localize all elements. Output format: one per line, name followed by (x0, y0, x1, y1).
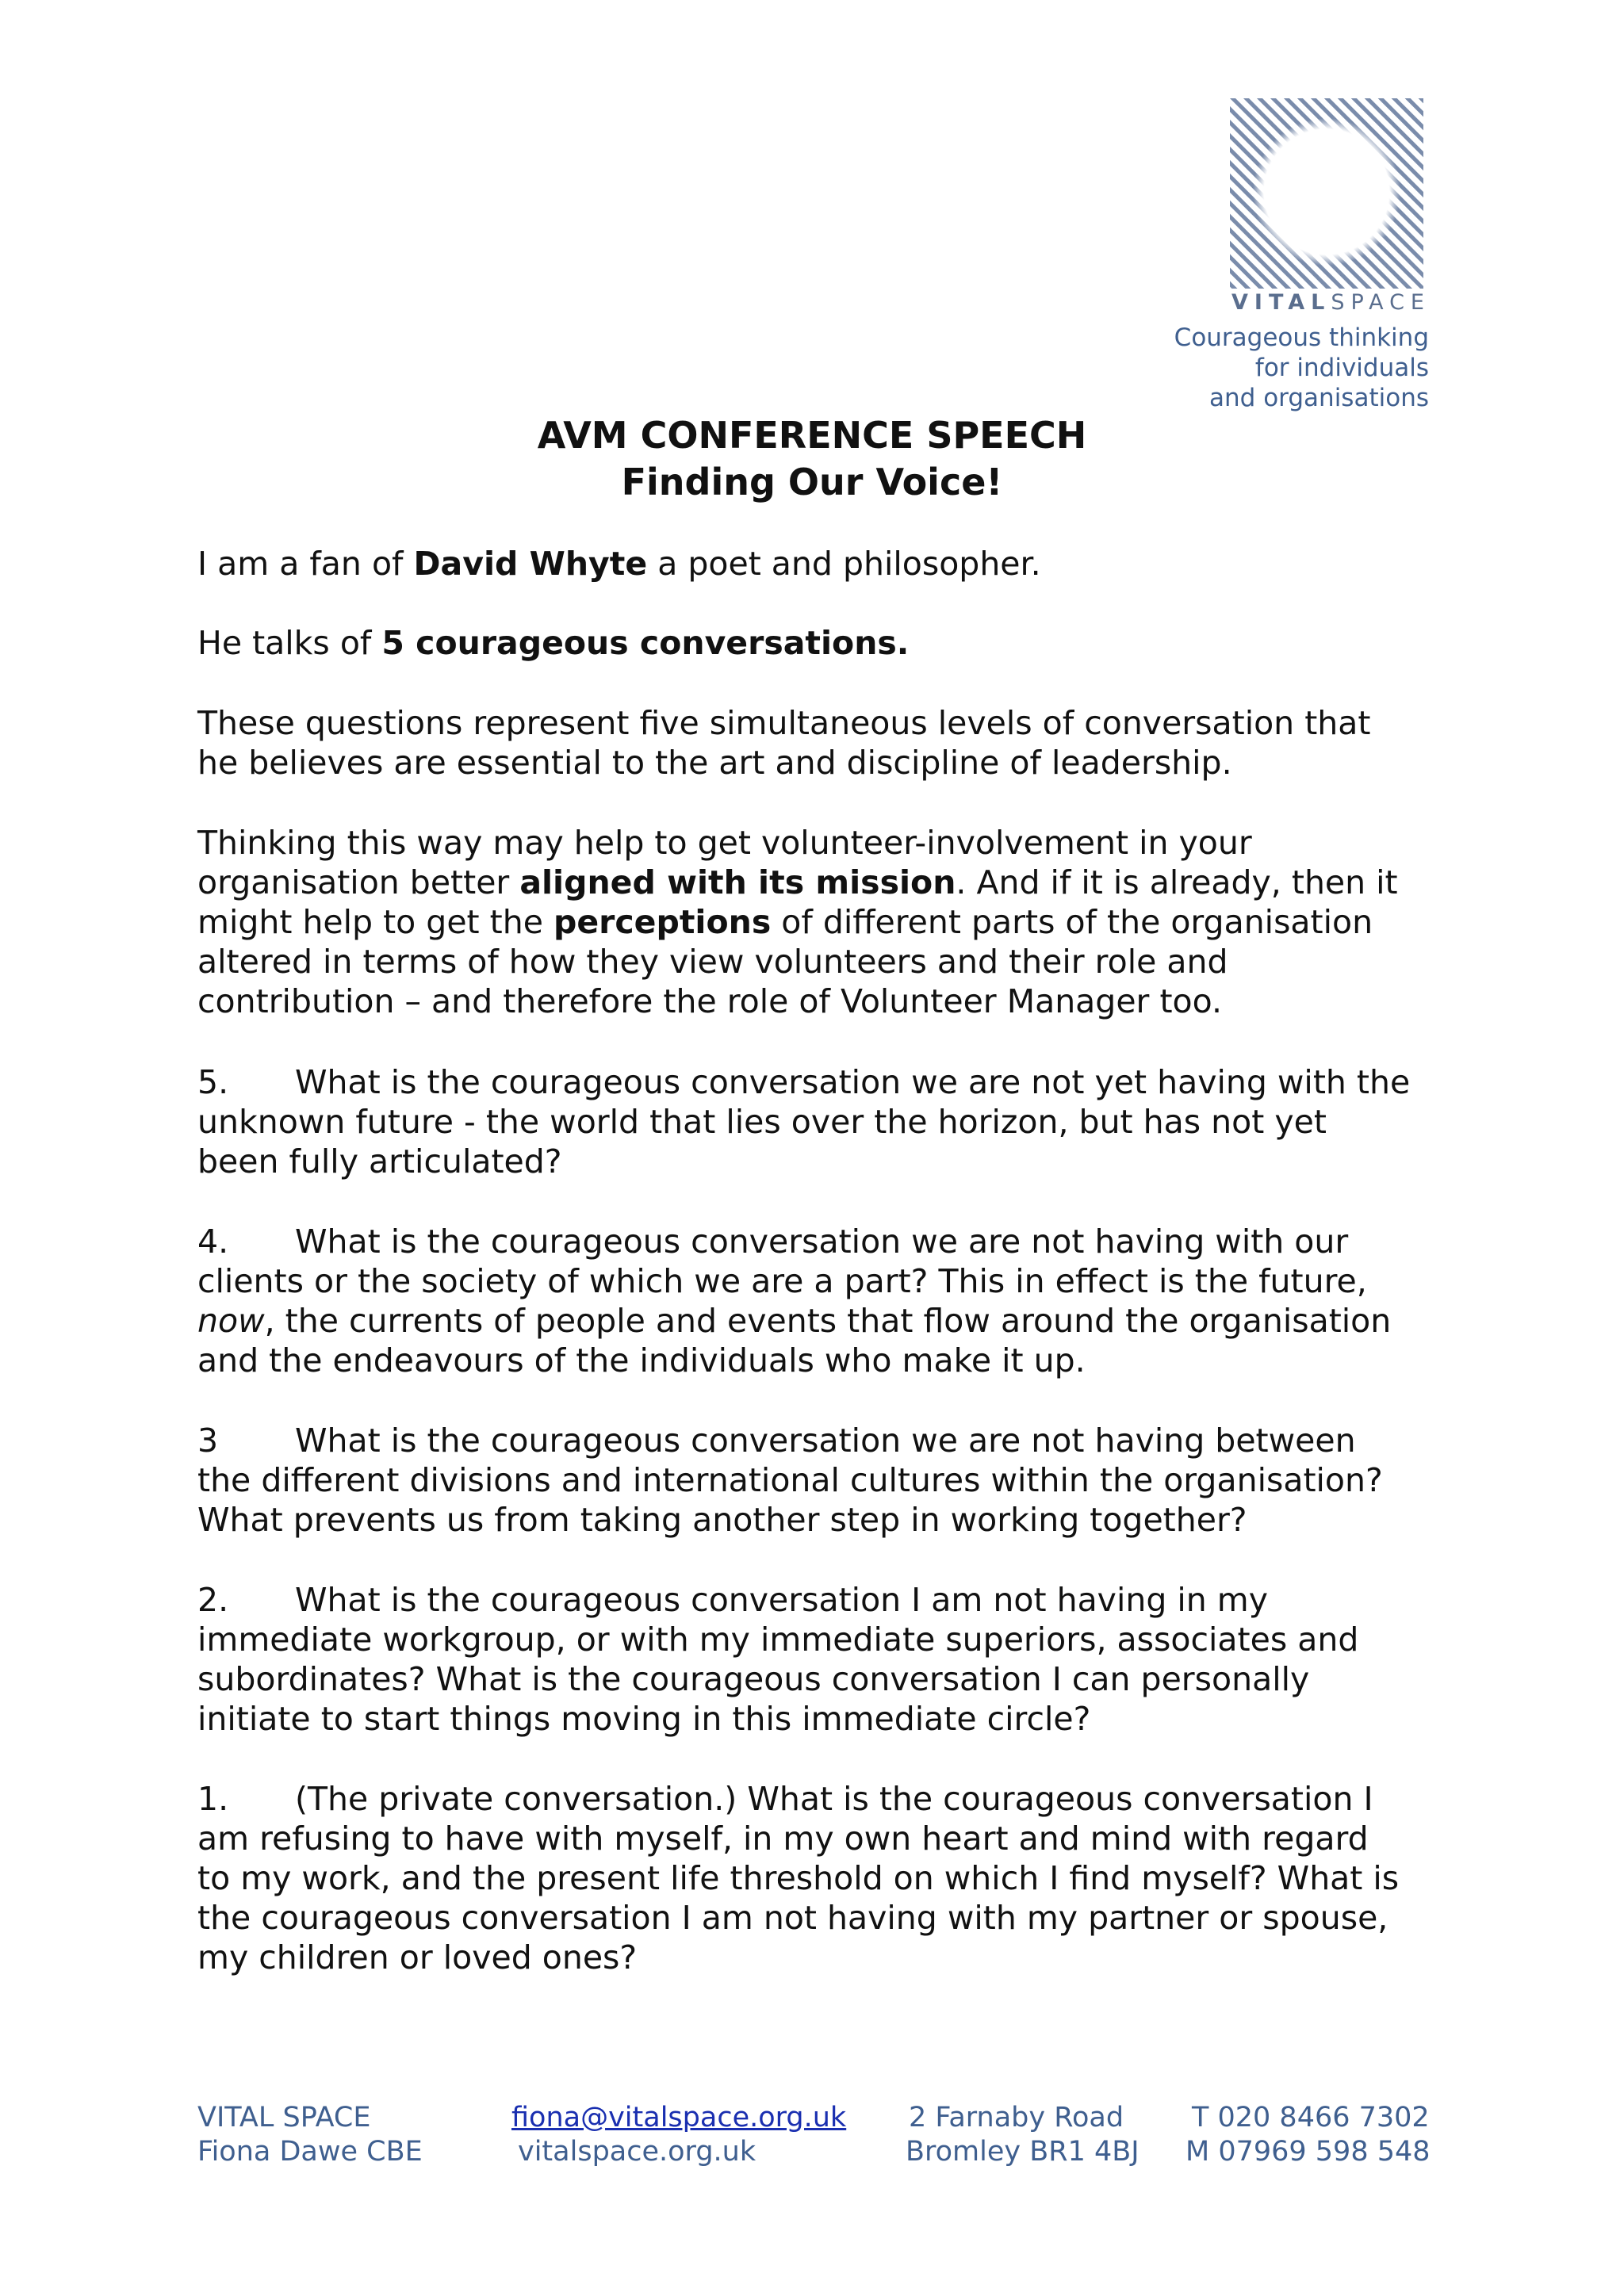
intro-paragraph-1 (197, 544, 1434, 584)
question-3 (197, 1421, 1434, 1540)
mobile-number: M 07969 598 548 (1185, 2136, 1431, 2168)
italic-text: now (197, 1302, 265, 1340)
text-line: clients or the society of which we are a part? This in effect is the future, (197, 1262, 1367, 1300)
logo-word-light: SPACE (1331, 290, 1431, 315)
question-number: 3 (197, 1422, 219, 1460)
text-run: organisation better (197, 863, 520, 901)
intro-paragraph-2 (197, 623, 1434, 663)
question-number: 1. (197, 1780, 229, 1818)
text-line: contribution – and therefore the role of Volunteer Manager too. (197, 982, 1223, 1020)
text-line: the courageous conversation I am not having with my partner or spouse, (197, 1899, 1388, 1937)
footer-address-column (906, 2101, 1139, 2169)
text-run: I am a fan of (197, 545, 414, 583)
question-1 (197, 1779, 1434, 1977)
author-name: David Whyte (413, 545, 648, 583)
document-title: AVM CONFERENCE SPEECH (537, 414, 1087, 457)
text-line: unknown future - the world that lies over the horizon, but has not yet (197, 1103, 1327, 1141)
emphasis-text: 5 courageous conversations. (381, 624, 910, 662)
text-line: he believes are essential to the art and discipline of leadership. (197, 744, 1232, 782)
address-line-2: Bromley BR1 4BJ (906, 2136, 1139, 2168)
text-run: . And if it is already, then it (956, 863, 1398, 901)
text-run: (The private conversation.) What is the courageous conversation I (295, 1780, 1373, 1818)
vital-space-logo-icon (1230, 98, 1423, 289)
footer-org-column (197, 2101, 423, 2169)
text-run: What is the courageous conversation we are not having between (295, 1422, 1356, 1460)
logo-word-bold: VITAL (1231, 290, 1331, 315)
tagline-line: for individuals (1254, 354, 1429, 382)
tagline-line: and organisations (1209, 384, 1429, 412)
emphasis-text: perceptions (553, 903, 772, 941)
address-line-1: 2 Farnaby Road (909, 2102, 1124, 2133)
question-4 (197, 1222, 1434, 1380)
question-number: 2. (197, 1581, 229, 1619)
text-line: Thinking this way may help to get volunteer-involvement in your (197, 824, 1252, 862)
text-line: subordinates? What is the courageous conversation I can personally (197, 1660, 1310, 1698)
logo-tagline (1174, 323, 1429, 413)
footer-person: Fiona Dawe CBE (197, 2136, 423, 2168)
text-run: of different parts of the organisation (771, 903, 1373, 941)
text-line: initiate to start things moving in this immediate circle? (197, 1700, 1091, 1738)
logo-wordmark (1231, 290, 1431, 315)
footer-org: VITAL SPACE (197, 2102, 371, 2133)
question-5 (197, 1062, 1434, 1181)
text-line: to my work, and the present life threshold on which I find myself? What is (197, 1859, 1400, 1897)
text-line: my children or loved ones? (197, 1938, 638, 1976)
text-run: What is the courageous conversation we are not having with our (295, 1223, 1349, 1261)
text-line: These questions represent five simultaneous levels of conversation that (197, 704, 1371, 742)
text-line: been fully articulated? (197, 1142, 562, 1181)
footer-contact-column (511, 2101, 846, 2169)
text-run: What is the courageous conversation I am not having in my (295, 1581, 1268, 1619)
question-number: 4. (197, 1223, 229, 1261)
text-line: the different divisions and international cultures within the organisation? (197, 1461, 1383, 1499)
tagline-line: Courageous thinking (1174, 323, 1429, 352)
intro-paragraph-4 (197, 823, 1434, 1021)
text-line: What prevents us from taking another step in working together? (197, 1501, 1247, 1539)
text-run: What is the courageous conversation we are not yet having with the (295, 1063, 1411, 1101)
emphasis-text: aligned with its mission (519, 863, 956, 901)
text-line: am refusing to have with myself, in my own heart and mind with regard (197, 1820, 1369, 1858)
text-line: immediate workgroup, or with my immediate superiors, associates and (197, 1621, 1359, 1659)
question-number: 5. (197, 1063, 229, 1101)
text-line: and the endeavours of the individuals who make it up. (197, 1341, 1086, 1380)
document-subtitle: Finding Our Voice! (621, 461, 1003, 503)
text-line: altered in terms of how they view volunteers and their role and (197, 943, 1228, 981)
text-run: He talks of (197, 624, 382, 662)
footer-phone-column (1185, 2101, 1431, 2169)
phone-number: T 020 8466 7302 (1192, 2102, 1430, 2133)
email-link[interactable]: fiona@vitalspace.org.uk (511, 2102, 847, 2133)
intro-paragraph-3 (197, 703, 1434, 783)
question-2 (197, 1580, 1434, 1739)
text-run: a poet and philosopher. (647, 545, 1041, 583)
text-run: , the currents of people and events that flow around the organisation (264, 1302, 1392, 1340)
text-run: might help to get the (197, 903, 553, 941)
website-text: vitalspace.org.uk (518, 2136, 756, 2168)
